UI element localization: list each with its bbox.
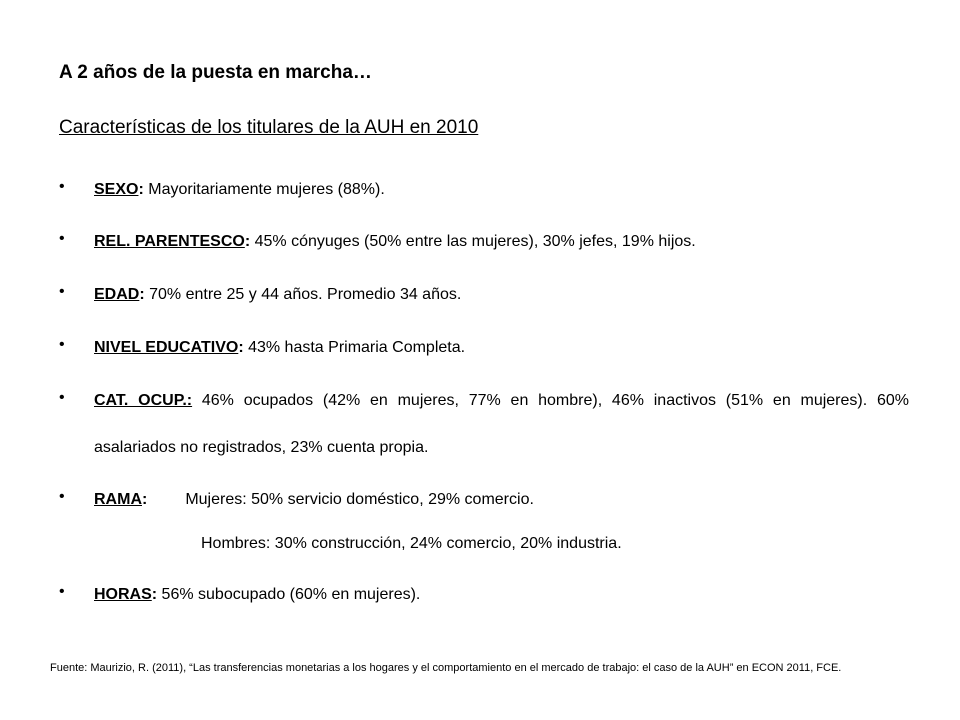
item-value: 43% hasta Primaria Completa.: [243, 339, 466, 356]
bullet-icon: •: [59, 583, 65, 600]
item-label: SEXO: [94, 181, 139, 198]
item-label: NIVEL EDUCATIVO: [94, 339, 239, 356]
item-value: Mujeres: 50% servicio doméstico, 29% comercio.: [185, 491, 534, 508]
item-value: Mayoritariamente mujeres (88%).: [143, 181, 385, 198]
item-colon: :: [244, 233, 251, 250]
item-value-secondary: Hombres: 30% construcción, 24% comercio, 20% industria.: [201, 535, 622, 552]
slide-title: A 2 años de la puesta en marcha…: [59, 62, 372, 83]
item-colon: :: [151, 586, 158, 603]
bullet-icon: •: [59, 283, 65, 300]
item-label: EDAD: [94, 286, 140, 303]
source-citation: Fuente: Maurizio, R. (2011), “Las transferencias monetarias a los hogares y el comportamiento en el mercado de trabajo: el caso de la AUH” en ECON 2011, FCE.: [50, 662, 842, 674]
item-label: HORAS: [94, 586, 152, 603]
list-item-text: [94, 230, 909, 254]
item-colon: :: [238, 339, 244, 356]
list-item-text: [94, 178, 909, 202]
item-label: REL. PARENTESCO: [94, 233, 245, 250]
item-value: 56% subocupado (60% en mujeres).: [157, 586, 421, 603]
item-label: RAMA: [94, 491, 142, 508]
item-value: 70% entre 25 y 44 años. Promedio 34 años.: [144, 286, 462, 303]
list-item-text: [94, 377, 909, 471]
item-label: CAT. OCUP.:: [94, 392, 193, 409]
item-colon: :: [142, 491, 148, 508]
list-item-text: [94, 283, 909, 307]
item-value: 46% ocupados (42% en mujeres, 77% en hombre), 46% inactivos (51% en mujeres). 60% asalariados no registrados, 23% cuenta propia.: [94, 392, 909, 456]
item-colon: :: [139, 286, 145, 303]
list-item-text: [94, 336, 909, 360]
item-value: 45% cónyuges (50% entre las mujeres), 30% jefes, 19% hijos.: [250, 233, 696, 250]
list-item-text: [94, 583, 909, 607]
bullet-icon: •: [59, 389, 65, 406]
slide-subtitle: Características de los titulares de la AUH en 2010: [59, 117, 479, 138]
bullet-icon: •: [59, 230, 65, 247]
bullet-icon: •: [59, 178, 65, 195]
item-colon: :: [138, 181, 144, 198]
bullet-icon: •: [59, 336, 65, 353]
bullet-icon: •: [59, 488, 65, 505]
list-item-text: [94, 488, 909, 512]
